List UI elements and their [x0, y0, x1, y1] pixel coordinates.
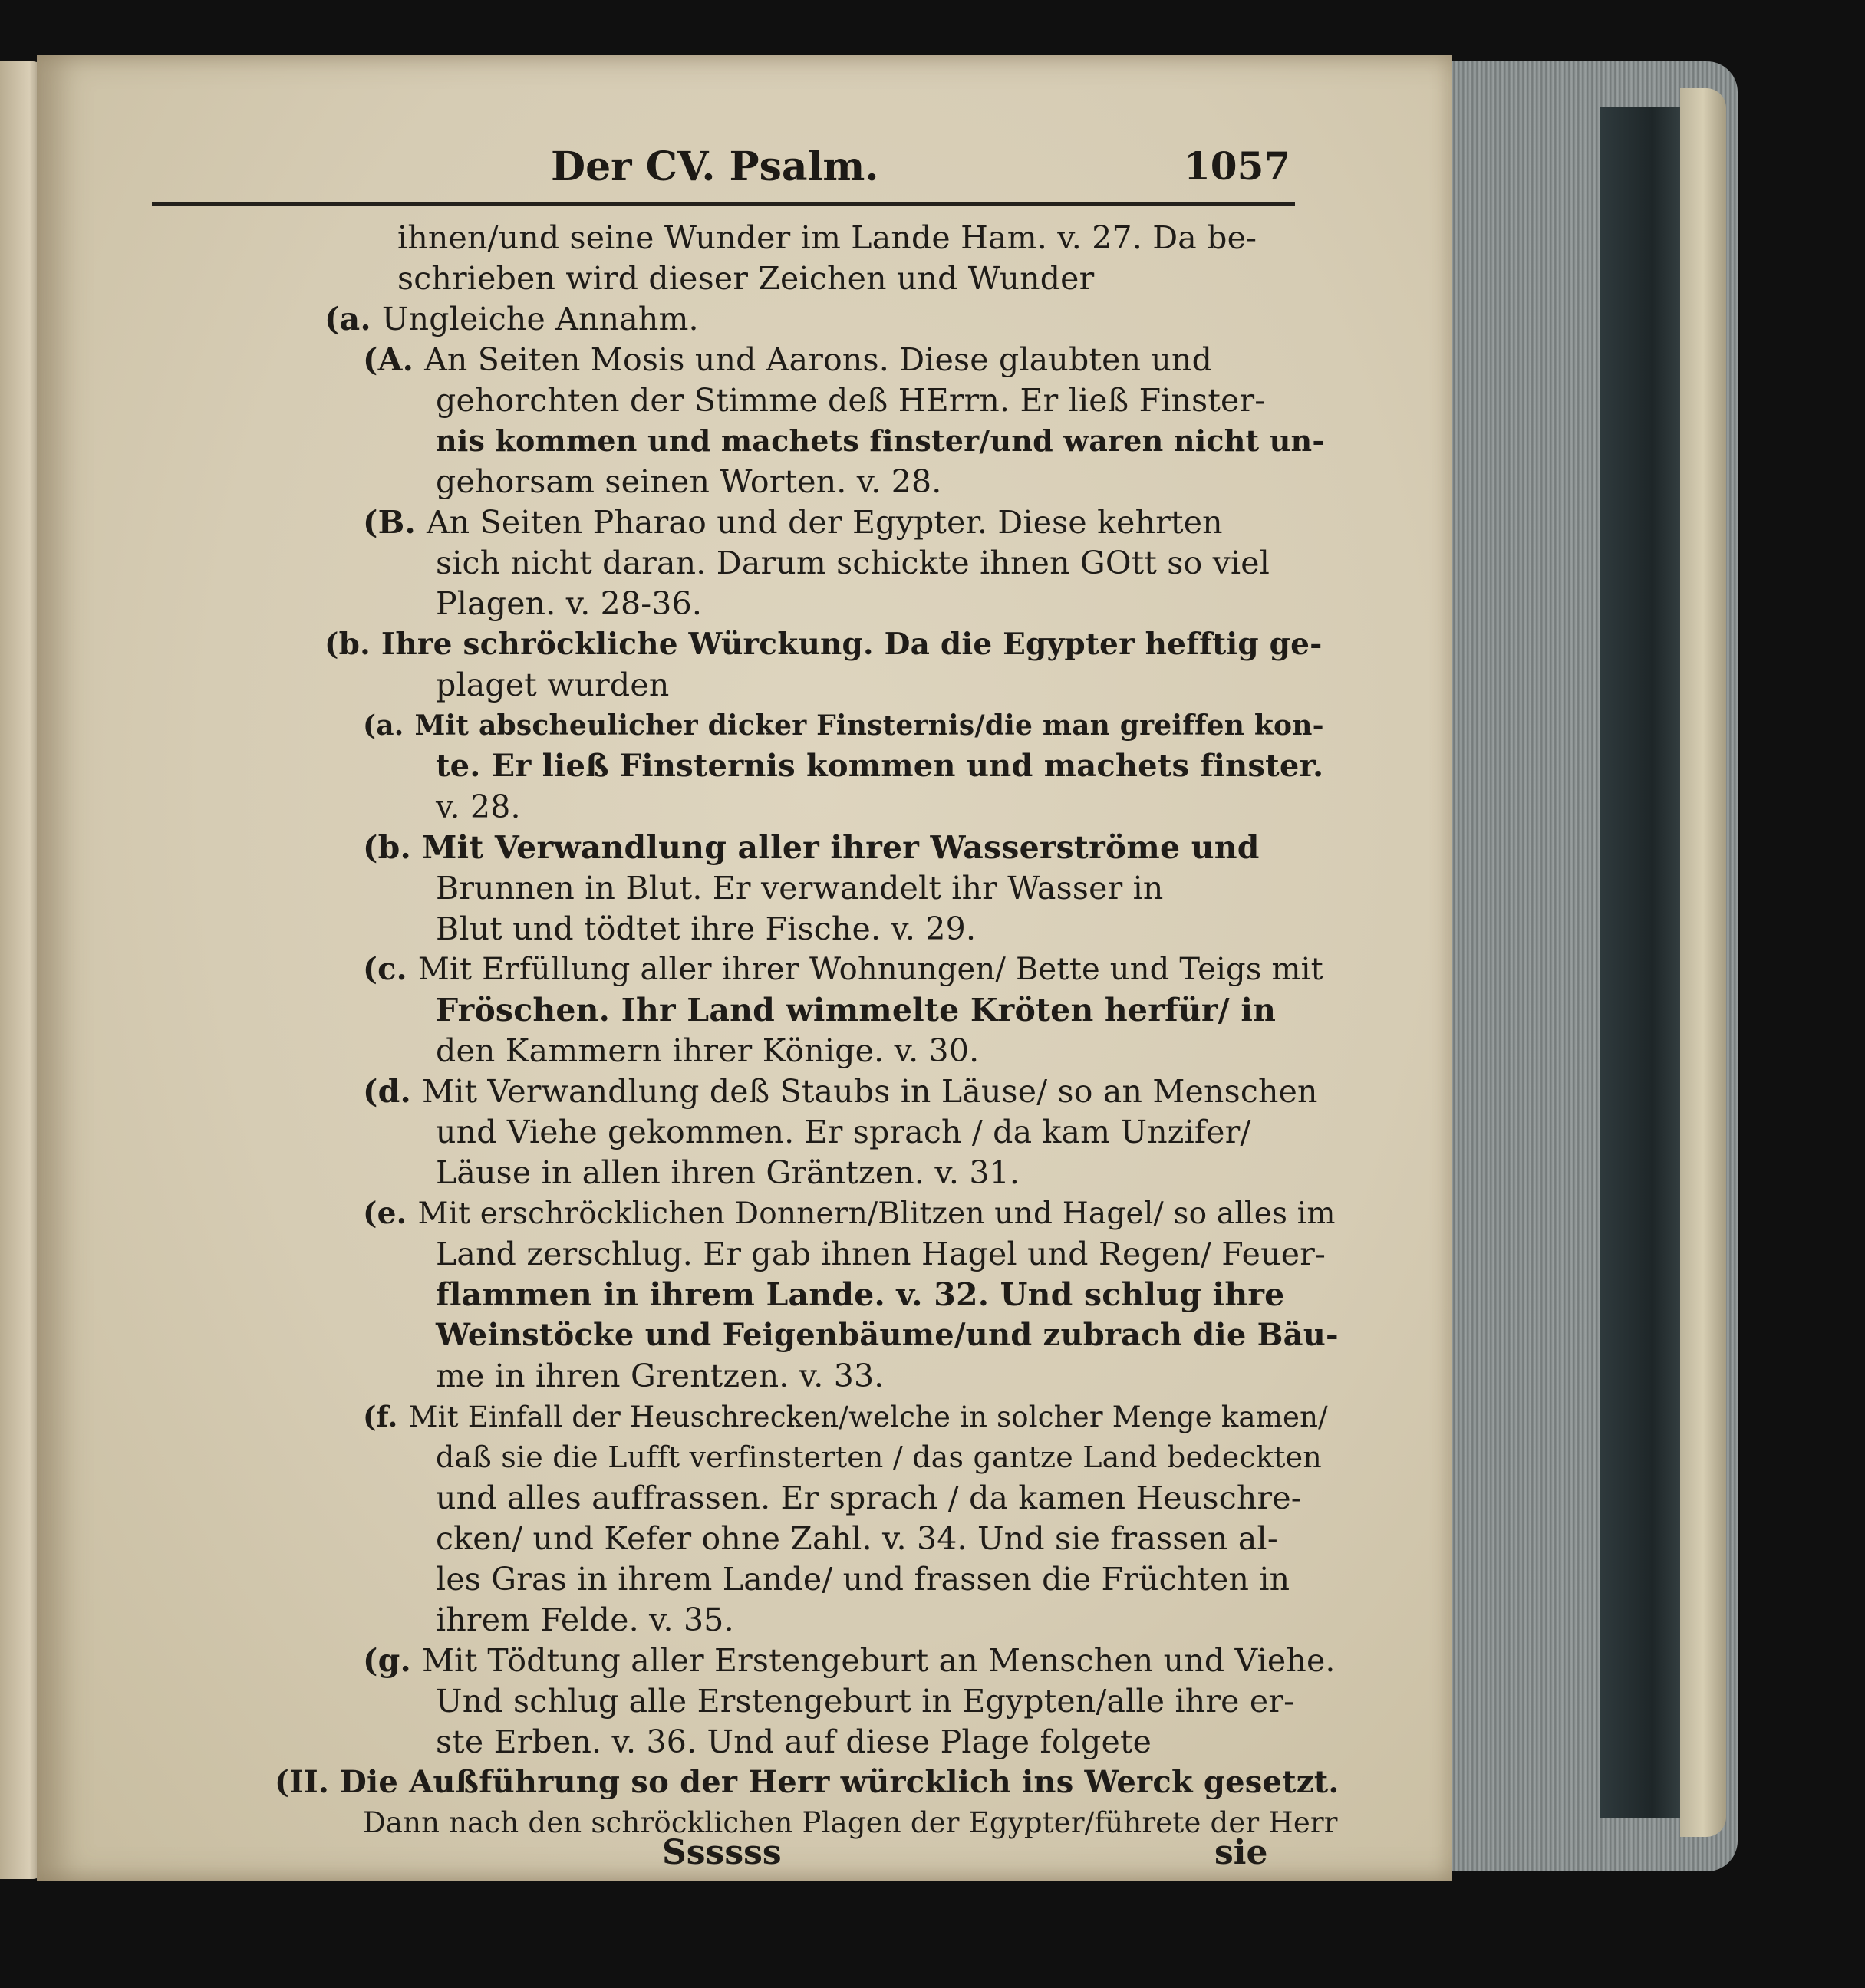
text-line: daß sie die Lufft verfinsterten / das gantze Land bedeckten [436, 1440, 1322, 1474]
text-line: nis kommen und machets finster/und waren nicht un- [436, 423, 1325, 458]
text-line: Blut und tödtet ihre Fische. v. 29. [436, 910, 977, 947]
outline-marker: (e. [363, 1196, 407, 1231]
running-head [37, 143, 1452, 205]
running-head-title: Der CV. Psalm. [551, 143, 879, 190]
catchword: sie [1214, 1833, 1268, 1872]
text-block [37, 216, 1452, 1842]
text-line: (b. Mit Verwandlung aller ihrer Wasserströme und [363, 829, 1260, 866]
text-line: flammen in ihrem Lande. v. 32. Und schlug ihre [436, 1276, 1285, 1313]
text-line: (II. Die Außführung so der Herr würcklich ins Werck gesetzt. [275, 1764, 1339, 1800]
text-line: und alles auffrassen. Er sprach / da kamen Heuschre- [436, 1479, 1302, 1516]
text-line: me in ihren Grentzen. v. 33. [436, 1358, 885, 1394]
text-line: (g. Mit Tödtung aller Erstengeburt an Menschen und Viehe. [363, 1642, 1336, 1679]
outline-marker: (a. [363, 709, 404, 742]
book-page [37, 55, 1452, 1881]
text-line: v. 28. [436, 788, 521, 825]
header-rule [152, 202, 1295, 206]
text-line: (a. Ungleiche Annahm. [325, 301, 699, 337]
outline-marker: (f. [363, 1400, 398, 1433]
text-line: gehorsam seinen Worten. v. 28. [436, 463, 942, 500]
text-line: plaget wurden [436, 667, 670, 703]
text-line: ste Erben. v. 36. Und auf diese Plage folgete [436, 1723, 1152, 1760]
book-cover-edge [1680, 88, 1726, 1837]
text-line: (c. Mit Erfüllung aller ihrer Wohnungen/ Bette und Teigs mit [363, 951, 1323, 987]
outline-marker: (B. [363, 504, 416, 541]
text-line: ihnen/und seine Wunder im Lande Ham. v. 27. Da be- [397, 219, 1257, 256]
text-line: Brunnen in Blut. Er verwandelt ihr Wasser in [436, 870, 1164, 907]
text-line: (f. Mit Einfall der Heuschrecken/welche in solcher Menge kamen/ [363, 1400, 1328, 1433]
outline-marker: (g. [363, 1642, 411, 1679]
text-line: Land zerschlug. Er gab ihnen Hagel und Regen/ Feuer- [436, 1236, 1326, 1272]
outline-marker: (b. [363, 829, 411, 866]
text-line: les Gras in ihrem Lande/ und frassen die Früchten in [436, 1561, 1290, 1598]
text-line: sich nicht daran. Darum schickte ihnen GOtt so viel [436, 545, 1270, 581]
text-line: Weinstöcke und Feigenbäume/und zubrach die Bäu- [436, 1317, 1339, 1353]
text-line: Plagen. v. 28-36. [436, 585, 703, 622]
text-line: Fröschen. Ihr Land wimmelte Kröten herfür/ in [436, 992, 1277, 1029]
text-line: ihrem Felde. v. 35. [436, 1601, 734, 1638]
page-edge-shadow [1600, 107, 1688, 1818]
outline-marker: (A. [363, 341, 414, 378]
text-line: und Viehe gekommen. Er sprach / da kam Unzifer/ [436, 1114, 1251, 1150]
text-line: (d. Mit Verwandlung deß Staubs in Läuse/ so an Menschen [363, 1073, 1318, 1110]
text-line: (b. Ihre schröckliche Würckung. Da die Egypter hefftig ge- [325, 627, 1323, 662]
page-number: 1057 [1184, 143, 1291, 189]
text-line: (A. An Seiten Mosis und Aarons. Diese glaubten und [363, 341, 1213, 378]
text-line: te. Er ließ Finsternis kommen und machets finster. [436, 748, 1324, 784]
text-line: schrieben wird dieser Zeichen und Wunder [397, 260, 1095, 297]
outline-marker: (a. [325, 301, 371, 337]
text-line: (a. Mit abscheulicher dicker Finsternis/die man greiffen kon- [363, 709, 1324, 742]
text-line: Dann nach den schröcklichen Plagen der Egypter/führete der Herr [363, 1806, 1338, 1839]
text-line: den Kammern ihrer Könige. v. 30. [436, 1032, 980, 1069]
left-page-edge [0, 61, 42, 1879]
outline-marker: (II. [275, 1764, 330, 1800]
text-line: (e. Mit erschröcklichen Donnern/Blitzen und Hagel/ so alles im [363, 1196, 1336, 1231]
text-line: (B. An Seiten Pharao und der Egypter. Diese kehrten [363, 504, 1223, 541]
outline-marker: (b. [325, 627, 371, 662]
text-line: gehorchten der Stimme deß HErrn. Er ließ Finster- [436, 382, 1266, 419]
signature-mark: Ssssss [662, 1833, 782, 1872]
text-line: Läuse in allen ihren Gräntzen. v. 31. [436, 1154, 1020, 1191]
outline-marker: (c. [363, 951, 407, 987]
text-line: cken/ und Kefer ohne Zahl. v. 34. Und sie frassen al- [436, 1520, 1278, 1557]
outline-marker: (d. [363, 1073, 411, 1110]
text-line: Und schlug alle Erstengeburt in Egypten/alle ihre er- [436, 1683, 1295, 1720]
